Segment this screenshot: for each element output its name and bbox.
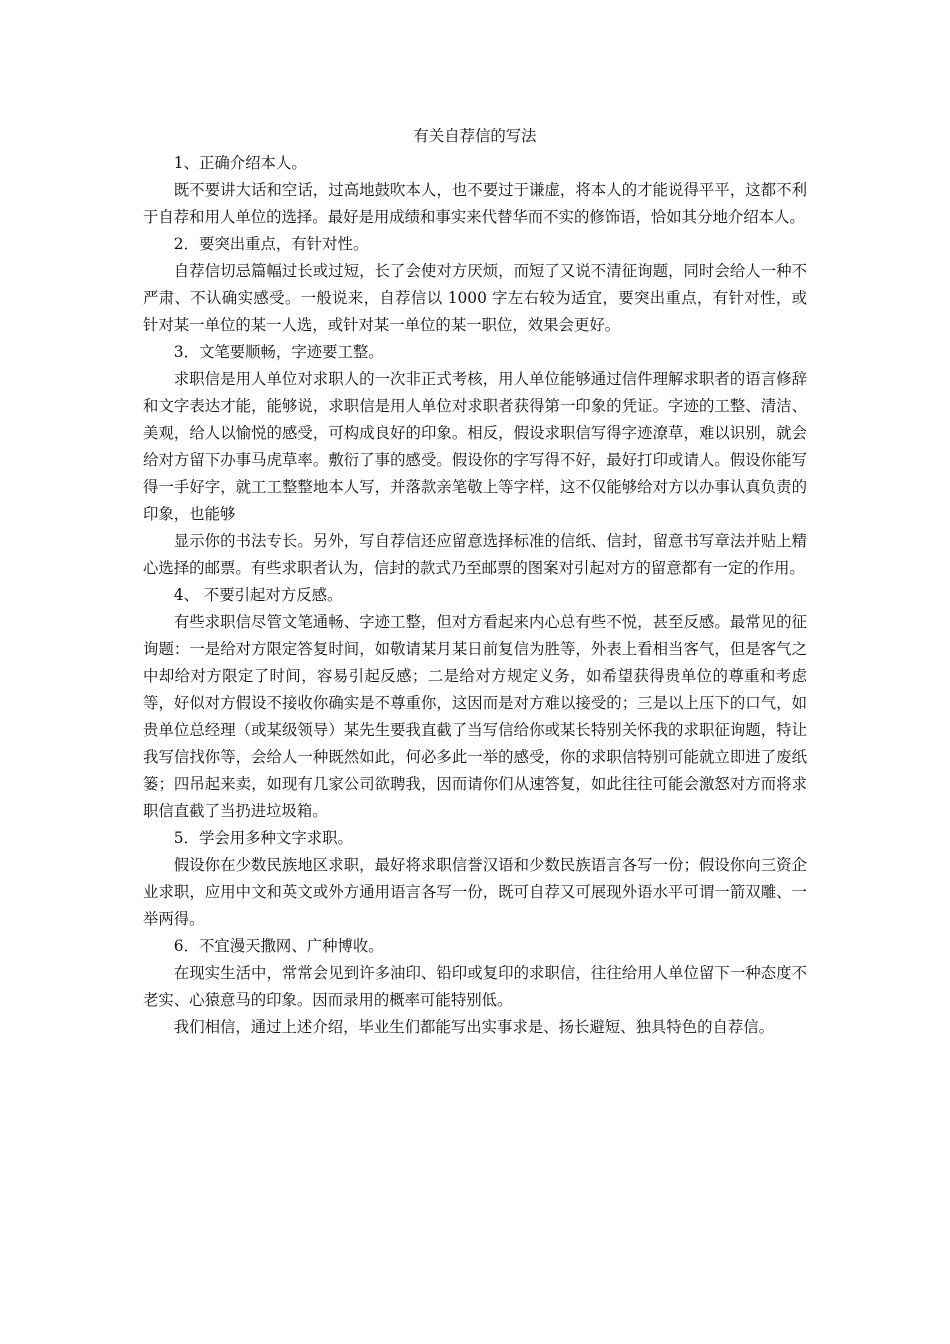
heading-6: 6．不宜漫天撒网、广种博收。 xyxy=(173,937,384,955)
heading-5: 5．学会用多种文字求职。 xyxy=(173,829,353,847)
paragraph: 有些求职信尽管文笔通畅、字迹工整，但对方看起来内心总有些不悦，甚至反感。最常见的征询题：一是给对方限定答复时间，如敬请某月某日前复信为胜等，外表上看相当客气，但是客气之中却给对方限定了时间，容易引起反感；二是给对方规定义务，如希望获得贵单位的尊重和考虑等，好似对方假设不接收你确实是不尊重你，这因而是对方难以接受的；三是以上压下的口气，如贵单位总经理（或某级领导）某先生要我直截了当写信给你或某长特别关怀我的求职征询题，特让我写信找你等，会给人一种既然如此，何必多此一举的感受，你的求职信特别可能就立即进了废纸篓；四吊起来卖，如现有几家公司欲聘我，因而请你们从速答复，如此往往可能会激怒对方而将求职信直截了当扔进垃圾箱。 xyxy=(143,613,807,820)
heading-3: 3．文笔要顺畅，字迹要工整。 xyxy=(173,343,384,361)
paragraph: 显示你的书法专长。另外，写自荐信还应留意选择标准的信纸、信封，留意书写章法并贴上精心选择的邮票。有些求职者认为，信封的款式乃至邮票的图案对引起对方的留意都有一定的作用。 xyxy=(143,532,807,577)
document-page xyxy=(143,123,807,1041)
heading-2: 2．要突出重点，有针对性。 xyxy=(173,235,369,253)
heading-1: 1、正确介绍本人。 xyxy=(173,154,307,172)
paragraph: 求职信是用人单位对求职人的一次非正式考核，用人单位能够通过信件理解求职者的语言修辞和文字表达才能，能够说，求职信是用人单位对求职者获得第一印象的凭证。字迹的工整、清洁、美观，给人以愉悦的感受，可构成良好的印象。相反，假设求职信写得字迹潦草，难以识别，就会给对方留下办事马虎草率。敷衍了事的感受。假设你的字写得不好，最好打印或请人。假设你能写得一手好字，就工工整整地本人写，并落款亲笔敬上等字样，这不仅能够给对方以办事认真负责的印象，也能够 xyxy=(143,370,807,523)
paragraph: 既不要讲大话和空话，过高地鼓吹本人，也不要过于谦虚，将本人的才能说得平平，这都不利于自荐和用人单位的选择。最好是用成绩和事实来代替华而不实的修饰语，恰如其分地介绍本人。 xyxy=(143,181,807,226)
paragraph: 自荐信切忌篇幅过长或过短，长了会使对方厌烦，而短了又说不清征询题，同时会给人一种不严肃、不认确实感受。一般说来，自荐信以 1000 字左右较为适宜，要突出重点，有针对性，或针对某一单位的某一人选，或针对某一单位的某一职位，效果会更好。 xyxy=(143,262,807,334)
heading-4: 4、 不要引起对方反感。 xyxy=(173,586,343,604)
closing-paragraph: 我们相信，通过上述介绍，毕业生们都能写出实事求是、扬长避短、独具特色的自荐信。 xyxy=(173,1018,775,1036)
paragraph: 在现实生活中，常常会见到许多油印、铅印或复印的求职信，往往给用人单位留下一种态度不老实、心猿意马的印象。因而录用的概率可能特别低。 xyxy=(143,964,807,1009)
paragraph: 假设你在少数民族地区求职，最好将求职信誉汉语和少数民族语言各写一份；假设你向三资企业求职，应用中文和英文或外方通用语言各写一份，既可自荐又可展现外语水平可谓一箭双雕、一举两得。 xyxy=(143,856,807,928)
document-title: 有关自荐信的写法 xyxy=(413,127,537,145)
